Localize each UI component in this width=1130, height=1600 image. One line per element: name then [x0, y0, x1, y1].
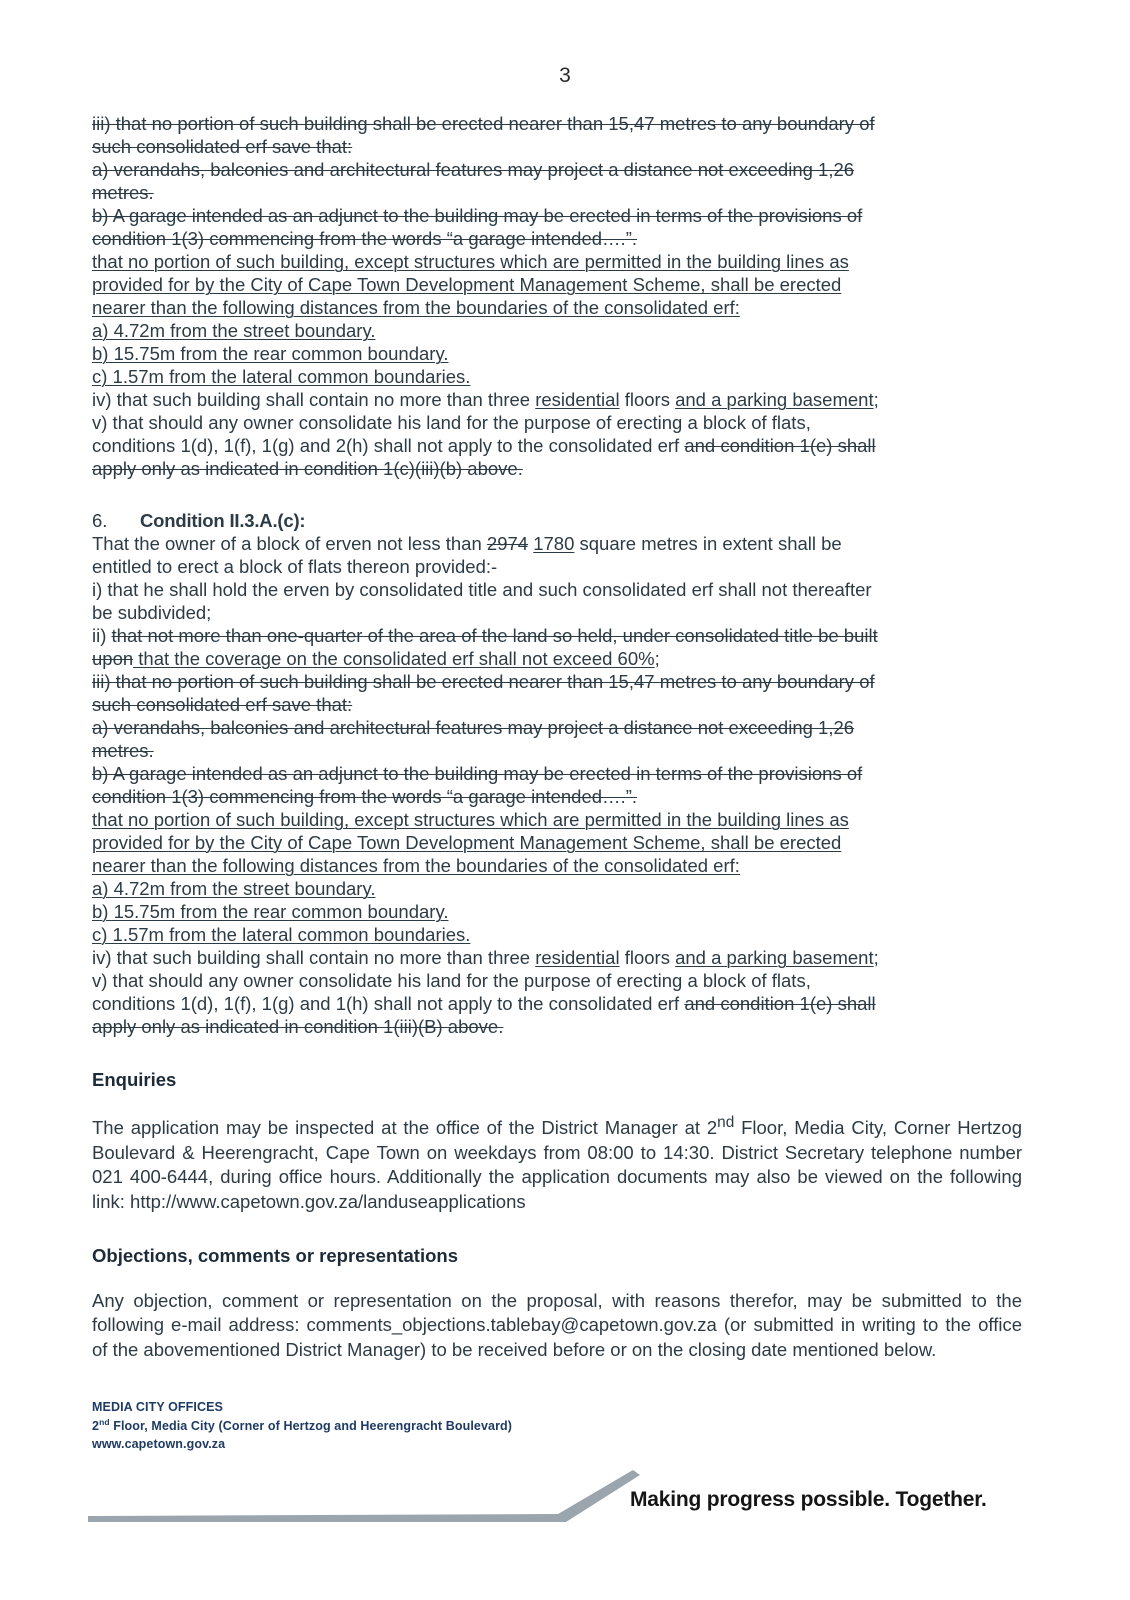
block1-item-iv — [92, 388, 1022, 411]
clause-6-struck-line: iii) that no portion of such building shall be erected nearer than 15,47 metres to any boundary of — [92, 670, 875, 692]
clause-6-ii-inserted: that the coverage on the consolidated erf shall not exceed 60% — [133, 647, 655, 669]
block1-struck-line: iii) that no portion of such building shall be erected nearer than 15,47 metres to any boundary of — [92, 113, 875, 134]
clause-6-ii-suffix: ; — [654, 647, 660, 669]
block1-struck-line: a) verandahs, balconies and architectural features may project a distance not exceeding 1,26 — [92, 159, 855, 181]
block1-item-v-line1: v) that should any owner consolidate his land for the purpose of erecting a block of flats, — [92, 412, 811, 434]
footer-swoosh-graphic — [88, 1470, 648, 1530]
block1-iv-suffix: ; — [873, 389, 879, 411]
clause-6-iv-insert-residential: residential — [535, 947, 620, 969]
clause-6-item-v-line3: apply only as indicated in condition 1(iii)(B) above. — [92, 1016, 504, 1038]
clause-6-iv-insert-basement: and a parking basement — [675, 947, 874, 969]
block1-item-v-line3: apply only as indicated in condition 1(c)(iii)(b) above. — [92, 458, 523, 480]
clause-6-inserted-line: provided for by the City of Cape Town Development Management Scheme, shall be erected — [92, 831, 842, 853]
footer-tagline: Making progress possible. Together. — [630, 1488, 987, 1511]
block1-inserted-line: that no portion of such building, except structures which are permitted in the building lines as — [92, 251, 849, 273]
footer-address-prefix: 2 — [92, 1419, 100, 1434]
footer-address — [92, 1416, 1052, 1435]
clause-6 — [92, 509, 1022, 532]
block1-v-struck: and condition 1(e) shall — [684, 435, 876, 457]
clause-6-item-i-line1: i) that he shall hold the erven by consolidated title and such consolidated erf shall not thereafter — [92, 578, 872, 600]
footer-ordinal-suffix: nd — [99, 1417, 110, 1428]
clause-6-struck-group — [92, 670, 1022, 808]
footer-address-rest: Floor, Media City (Corner of Hertzog and Heerengracht Boulevard) — [109, 1419, 513, 1434]
clause-6-inserted-subitem: b) 15.75m from the rear common boundary. — [92, 901, 449, 923]
objections-heading: Objections, comments or representations — [92, 1245, 458, 1267]
enquiries-heading: Enquiries — [92, 1069, 177, 1091]
block1-struck-line: such consolidated erf save that: — [92, 136, 353, 158]
block1-inserted-subitem: c) 1.57m from the lateral common boundaries. — [92, 366, 471, 388]
footer-office-name: MEDIA CITY OFFICES — [92, 1400, 223, 1414]
spacer — [92, 1091, 1022, 1113]
objections-paragraph: Any objection, comment or representation on the proposal, with reasons therefor, may be submitted to the following e-mail address: comments_objections.tablebay@capetown.gov.za (or submitted in writing to the office of the abovementioned District Manager) to be received before or on the closing date mentioned below. — [92, 1290, 1022, 1360]
clause-6-iv-prefix: iv) that such building shall contain no more than three — [92, 947, 536, 969]
clause-6-item-ii-line1 — [92, 624, 1022, 647]
clause-6-struck-line: metres. — [92, 739, 154, 761]
block1-struck-line: b) A garage intended as an adjunct to the building may be erected in terms of the provisions of — [92, 205, 863, 227]
clause-6-ii-struck-upon: upon — [92, 647, 134, 669]
clause-6-item-iv — [92, 946, 1022, 969]
block1-struck-line: metres. — [92, 182, 154, 204]
clause-6-v-struck: and condition 1(e) shall — [684, 993, 876, 1015]
clause-6-inserted-subitem: a) 4.72m from the street boundary. — [92, 878, 376, 899]
block1-inserted-subitem: b) 15.75m from the rear common boundary. — [92, 343, 449, 365]
document-body — [92, 112, 1022, 1362]
spacer — [92, 1267, 1022, 1289]
block1-v-plain: conditions 1(d), 1(f), 1(g) and 2(h) shall not apply to the consolidated erf — [92, 435, 685, 457]
footer-address-block — [92, 1398, 1052, 1454]
clause-6-intro-line1 — [92, 532, 1022, 555]
block1-item-v-line2 — [92, 434, 1022, 457]
clause-6-intro-line2: entitled to erect a block of flats thereon provided:- — [92, 555, 498, 577]
clause-6-number: 6. — [92, 509, 108, 531]
clause-6-extent-struck: 2974 — [486, 532, 529, 554]
clause-6-extent-inserted: 1780 — [533, 532, 575, 554]
clause-6-inserted-line: that no portion of such building, except structures which are permitted in the building lines as — [92, 808, 849, 830]
clause-6-struck-line: such consolidated erf save that: — [92, 693, 353, 715]
clause-6-item-v-line1: v) that should any owner consolidate his land for the purpose of erecting a block of flats, — [92, 970, 811, 992]
block1-iv-insert-residential: residential — [535, 389, 620, 411]
block1-iv-mid: floors — [619, 389, 676, 411]
block1-inserted-group — [92, 250, 1022, 388]
spacer — [92, 1038, 1022, 1068]
clause-6-heading: Condition II.3.A.(c): — [140, 509, 306, 531]
block1-struck-line: condition 1(3) commencing from the words “a garage intended….”. — [92, 228, 637, 250]
clause-6-v-plain: conditions 1(d), 1(f), 1(g) and 1(h) shall not apply to the consolidated erf — [92, 993, 685, 1015]
enquiries-text-after: Floor, Media City, Corner Hertzog Boulevard & Heerengracht, Cape Town on weekdays from 08:00 to 14:30. District Secretary telephone number 021 400-6444, during office hours. Additionally the application documents may also be viewed on the following link: http://www.capetown.gov.za/landuseapplications — [92, 1117, 1022, 1212]
block1-inserted-line: nearer than the following distances from the boundaries of the consolidated erf: — [92, 297, 740, 319]
block1-inserted-subitem: a) 4.72m from the street boundary. — [92, 320, 376, 342]
clause-6-intro-prefix: That the owner of a block of erven not less than — [92, 532, 487, 554]
clause-6-iv-mid: floors — [619, 947, 676, 969]
clause-6-inserted-subitem: c) 1.57m from the lateral common boundaries. — [92, 924, 471, 946]
clause-6-iv-suffix: ; — [873, 947, 879, 969]
clause-6-inserted-group — [92, 808, 1022, 946]
enquiries-text-before: The application may be inspected at the office of the District Manager at 2 — [92, 1117, 718, 1139]
clause-6-ii-prefix: ii) — [92, 624, 112, 646]
clause-6-item-v-line2 — [92, 992, 1022, 1015]
clause-6-struck-line: a) verandahs, balconies and architectural features may project a distance not exceeding 1,26 — [92, 716, 855, 738]
clause-6-item-i-line2: be subdivided; — [92, 601, 212, 623]
block1-iv-insert-basement: and a parking basement — [675, 389, 874, 411]
clause-6-inserted-line: nearer than the following distances from the boundaries of the consolidated erf: — [92, 854, 740, 876]
footer-website[interactable]: www.capetown.gov.za — [92, 1437, 226, 1452]
block1-struck-group — [92, 112, 1022, 250]
page-number: 3 — [559, 64, 571, 87]
clause-6-intro-suffix: square metres in extent shall be — [574, 532, 842, 554]
enquiries-paragraph — [92, 1113, 1022, 1214]
clause-6-item-ii-line2 — [92, 647, 1022, 670]
clause-6-ii-struck: that not more than one-quarter of the area of the land so held, under consolidated title be built — [111, 624, 878, 646]
enquiries-ordinal-suffix: nd — [717, 1114, 735, 1132]
block1-iv-prefix: iv) that such building shall contain no more than three — [92, 389, 536, 411]
spacer — [92, 1214, 1022, 1244]
clause-6-struck-line: condition 1(3) commencing from the words “a garage intended….”. — [92, 785, 637, 807]
clause-6-struck-line: b) A garage intended as an adjunct to the building may be erected in terms of the provisions of — [92, 762, 863, 784]
block1-inserted-line: provided for by the City of Cape Town Development Management Scheme, shall be erected — [92, 274, 842, 296]
